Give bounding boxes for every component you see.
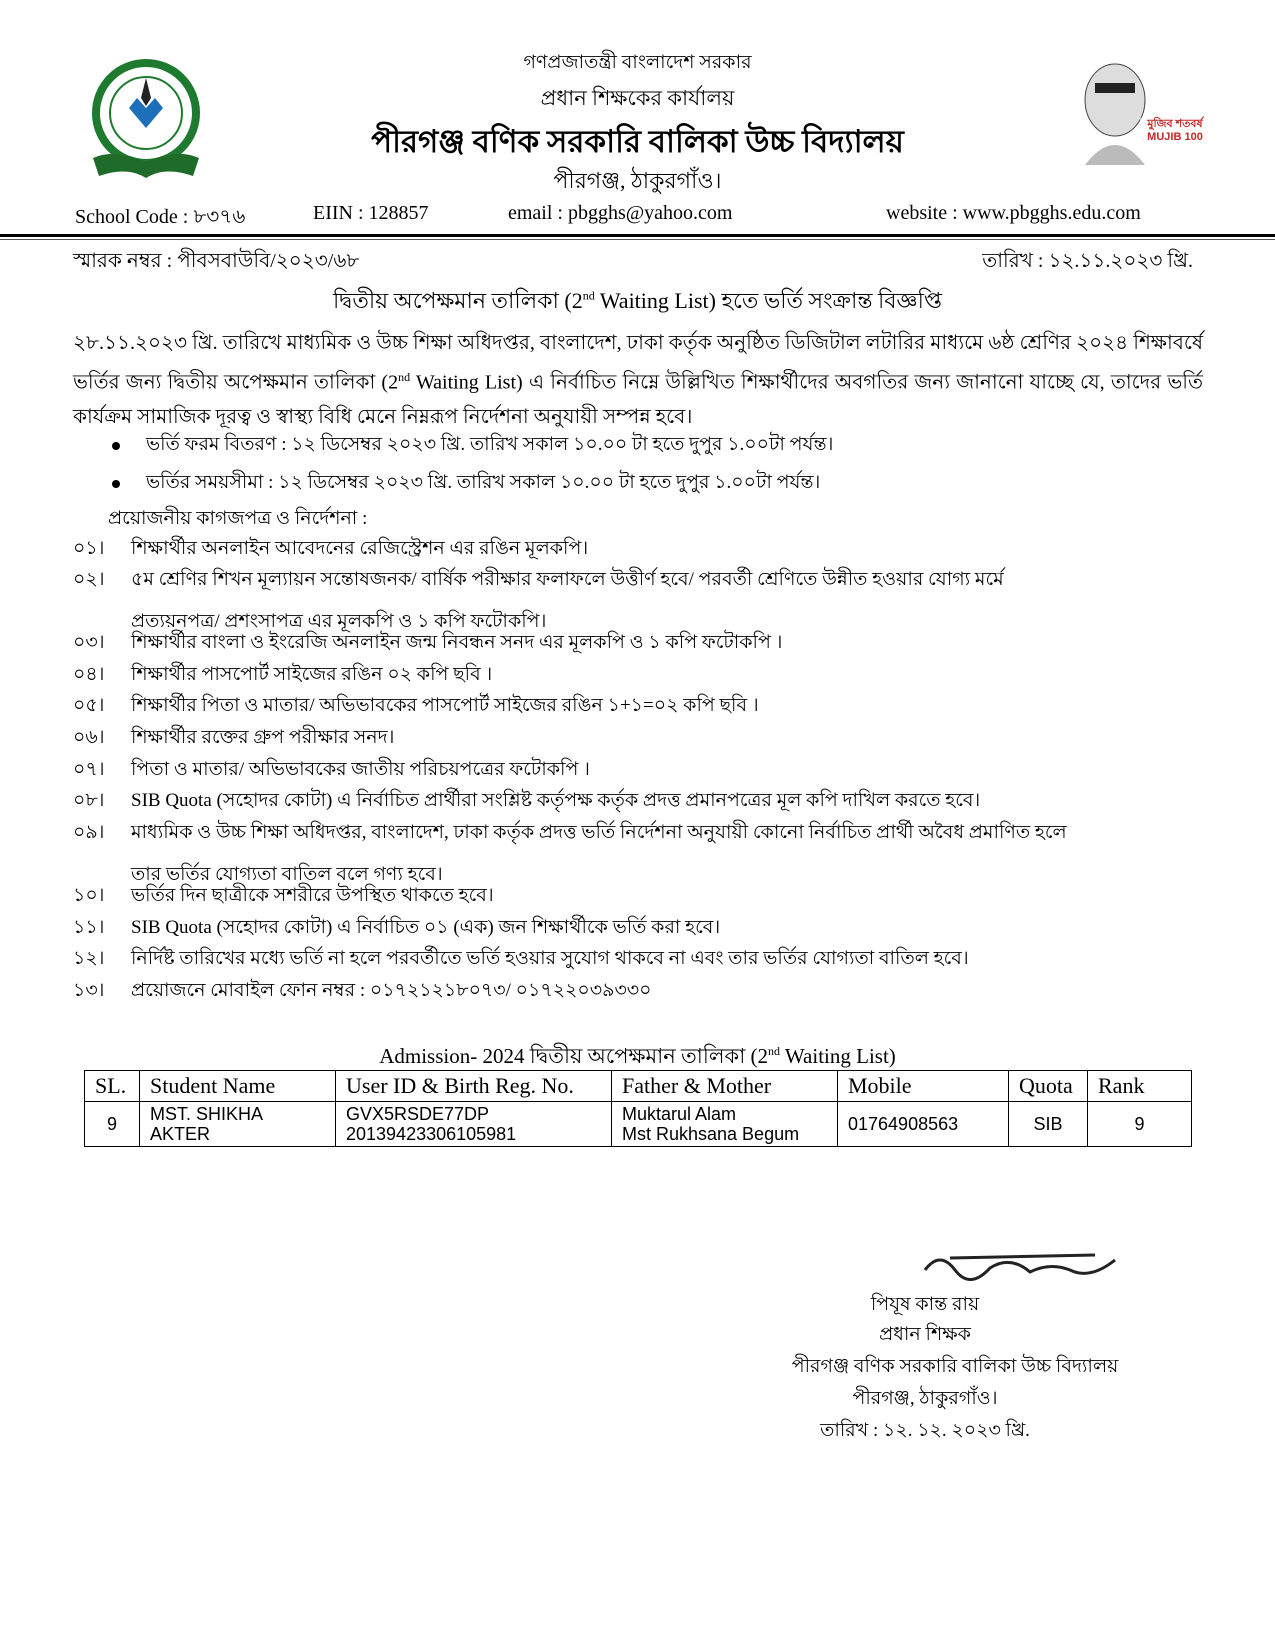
memo-number: স্মারক নম্বর : পীবসবাউবি/২০২৩/৬৮ bbox=[73, 250, 360, 272]
bullet-admission-deadline: ভর্তির সময়সীমা : ১২ ডিসেম্বর ২০২৩ খ্রি. তারিখ সকাল ১০.০০ টা হতে দুপুর ১.০০টা পর্যন্ত। bbox=[112, 468, 820, 500]
item-number: ০৪। bbox=[73, 664, 105, 685]
item-number: ০৭। bbox=[73, 759, 105, 780]
item-text: মাধ্যমিক ও উচ্চ শিক্ষা অধিদপ্তর, বাংলাদেশ, ঢাকা কর্তৃক প্রদত্ত ভর্তি নির্দেশনা অনুযায়ী কোনো নির্বাচিত প্রার্থী অবৈধ প্রমাণিত হলে bbox=[131, 822, 1067, 843]
item-text: ভর্তির দিন ছাত্রীকে সশরীরে উপস্থিত থাকতে হবে। bbox=[131, 885, 494, 906]
cell-rank: 9 bbox=[1088, 1102, 1192, 1147]
item-text: শিক্ষার্থীর পাসপোর্ট সাইজের রঙিন ০২ কপি ছবি । bbox=[131, 664, 493, 685]
item-number: ০৯। bbox=[73, 822, 105, 843]
cell-user-id: GVX5RSDE77DP 20139423306105981 bbox=[336, 1102, 612, 1147]
requirement-item bbox=[73, 976, 1213, 1008]
website: website : www.pbgghs.edu.com bbox=[886, 202, 1141, 224]
requirement-item bbox=[73, 881, 1213, 913]
col-mobile: Mobile bbox=[838, 1071, 1009, 1102]
table-caption: Admission- 2024 দ্বিতীয় অপেক্ষমান তালিকা (2nd Waiting List) bbox=[379, 1044, 896, 1068]
item-text: SIB Quota (সহোদর কোটা) এ নির্বাচিত প্রার্থীরা সংশ্লিষ্ট কর্তৃপক্ষ কর্তৃক প্রদত্ত প্রমানপত্রের মূল কপি দাখিল করতে হবে। bbox=[131, 790, 981, 811]
header-divider bbox=[0, 234, 1275, 237]
table-header-row bbox=[85, 1071, 1192, 1102]
school-location: পীরগঞ্জ, ঠাকুরগাঁও। bbox=[553, 168, 722, 193]
item-text: শিক্ষার্থীর পিতা ও মাতার/ অভিভাবকের পাসপোর্ট সাইজের রঙিন ১+১=০২ কপি ছবি । bbox=[131, 695, 759, 716]
col-father-mother: Father & Mother bbox=[612, 1071, 838, 1102]
govt-line: গণপ্রজাতন্ত্রী বাংলাদেশ সরকার bbox=[523, 52, 752, 73]
memo-date: তারিখ : ১২.১১.২০২৩ খ্রি. bbox=[982, 250, 1193, 272]
requirement-item bbox=[73, 691, 1213, 723]
cell-student-name: MST. SHIKHA AKTER bbox=[140, 1102, 336, 1147]
item-number: ১৩। bbox=[73, 980, 105, 1001]
school-code: School Code : ৮৩৭৬ bbox=[75, 206, 246, 228]
item-number: ১২। bbox=[73, 948, 105, 969]
item-text: পিতা ও মাতার/ অভিভাবকের জাতীয় পরিচয়পত্রের ফটোকপি । bbox=[131, 759, 590, 780]
item-number: ০৬। bbox=[73, 727, 105, 748]
item-text: SIB Quota (সহোদর কোটা) এ নির্বাচিত ০১ (এক) জন শিক্ষার্থীকে ভর্তি করা হবে। bbox=[131, 917, 721, 938]
item-number: ০১। bbox=[73, 538, 105, 559]
requirement-item bbox=[73, 628, 1213, 660]
eiin: EIIN : 128857 bbox=[313, 202, 429, 224]
bullet-icon bbox=[112, 480, 120, 488]
cell-quota: SIB bbox=[1009, 1102, 1088, 1147]
mujib-100-text: মুজিব শতবর্ষ MUJIB 100 bbox=[1140, 118, 1210, 144]
requirement-item bbox=[73, 534, 1213, 566]
col-user-id: User ID & Birth Reg. No. bbox=[336, 1071, 612, 1102]
col-quota: Quota bbox=[1009, 1071, 1088, 1102]
school-name: পীরগঞ্জ বণিক সরকারি বালিকা উচ্চ বিদ্যালয় bbox=[371, 124, 904, 159]
item-text: নির্দিষ্ট তারিখের মধ্যে ভর্তি না হলে পরবর্তীতে ভর্তি হওয়ার সুযোগ থাকবে না এবং তার ভর্তির যোগ্যতা বাতিল হবে। bbox=[131, 948, 969, 969]
office-line: প্রধান শিক্ষকের কার্যালয় bbox=[540, 86, 735, 110]
requirement-item bbox=[73, 755, 1213, 787]
header-divider-thin bbox=[0, 239, 1275, 240]
item-text-continued: প্রত্যয়নপত্র/ প্রশংসাপত্র এর মূলকপি ও ১ কপি ফটোকপি। bbox=[131, 611, 547, 632]
signatory-designation: প্রধান শিক্ষক bbox=[879, 1324, 971, 1345]
requirement-item bbox=[73, 913, 1213, 945]
item-number: ১১। bbox=[73, 917, 105, 938]
table-row bbox=[85, 1102, 1192, 1147]
signatory-school: পীরগঞ্জ বণিক সরকারি বালিকা উচ্চ বিদ্যালয় bbox=[791, 1356, 1119, 1377]
item-number: ০৩। bbox=[73, 632, 105, 653]
col-rank: Rank bbox=[1088, 1071, 1192, 1102]
email: email : pbgghs@yahoo.com bbox=[508, 202, 733, 224]
item-text: প্রয়োজনে মোবাইল ফোন নম্বর : ০১৭২১২১৮০৭৩/ ০১৭২২০৩৯৩৩০ bbox=[131, 980, 652, 1001]
waiting-list-table bbox=[84, 1070, 1192, 1147]
required-documents-heading: প্রয়োজনীয় কাগজপত্র ও নির্দেশনা : bbox=[108, 508, 368, 529]
requirement-item bbox=[73, 723, 1213, 755]
cell-father-mother: Muktarul Alam Mst Rukhsana Begum bbox=[612, 1102, 838, 1147]
item-number: ০২। bbox=[73, 569, 105, 590]
cell-mobile: 01764908563 bbox=[838, 1102, 1009, 1147]
cell-sl: 9 bbox=[85, 1102, 140, 1147]
item-number: ০৮। bbox=[73, 790, 105, 811]
signature-date: তারিখ : ১২. ১২. ২০২৩ খ্রি. bbox=[820, 1420, 1030, 1441]
bullet-icon bbox=[112, 442, 120, 450]
requirement-item bbox=[73, 944, 1213, 976]
requirement-item bbox=[73, 786, 1213, 818]
signatory-location: পীরগঞ্জ, ঠাকুরগাঁও। bbox=[852, 1388, 998, 1409]
notice-title: দ্বিতীয় অপেক্ষমান তালিকা (2nd Waiting List) হতে ভর্তি সংক্রান্ত বিজ্ঞপ্তি bbox=[333, 288, 942, 313]
signatory-name: পিযূষ কান্ত রায় bbox=[870, 1294, 980, 1315]
bullet-form-distribution: ভর্তি ফরম বিতরণ : ১২ ডিসেম্বর ২০২৩ খ্রি. তারিখ সকাল ১০.০০ টা হতে দুপুর ১.০০টা পর্যন্ত। bbox=[112, 430, 833, 462]
item-text: শিক্ষার্থীর রক্তের গ্রুপ পরীক্ষার সনদ। bbox=[131, 727, 395, 748]
col-student-name: Student Name bbox=[140, 1071, 336, 1102]
item-text: শিক্ষার্থীর অনলাইন আবেদনের রেজিস্ট্রেশন এর রঙিন মূলকপি। bbox=[131, 538, 589, 559]
item-text-continued: তার ভর্তির যোগ্যতা বাতিল বলে গণ্য হবে। bbox=[131, 864, 443, 885]
notice-paragraph: ২৮.১১.২০২৩ খ্রি. তারিখে মাধ্যমিক ও উচ্চ শিক্ষা অধিদপ্তর, বাংলাদেশ, ঢাকা কর্তৃক অনুষ্ঠিত ডিজিটাল লটারির মাধ্যমে ৬ষ্ঠ শ্রেণির ২০২৪ শিক্ষাবর্ষে ভর্তির জন্য দ্বিতীয় অপেক্ষমান তালিকা (2nd Waiting List) এ নির্বাচিত নিম্নে উল্লিখিত শিক্ষার্থীদের অবগতির জন্য জানানো যাচ্ছে যে, তাদের ভর্তি কার্যক্রম সামাজিক দূরত্ব ও স্বাস্থ্য বিধি মেনে নিম্নরূপ নির্দেশনা অনুযায়ী সম্পন্ন হবে। bbox=[73, 332, 1203, 428]
item-number: ১০। bbox=[73, 885, 105, 906]
item-text: শিক্ষার্থীর বাংলা ও ইংরেজি অনলাইন জন্ম নিবন্ধন সনদ এর মূলকপি ও ১ কপি ফটোকপি । bbox=[131, 632, 783, 653]
requirement-item bbox=[73, 660, 1213, 692]
col-sl: SL. bbox=[85, 1071, 140, 1102]
item-number: ০৫। bbox=[73, 695, 105, 716]
item-text: ৫ম শ্রেণির শিখন মূল্যায়ন সন্তোষজনক/ বার্ষিক পরীক্ষার ফলাফলে উত্তীর্ণ হবে/ পরবর্তী শ্রেণিতে উন্নীত হওয়ার যোগ্য মর্মে bbox=[131, 569, 1004, 590]
